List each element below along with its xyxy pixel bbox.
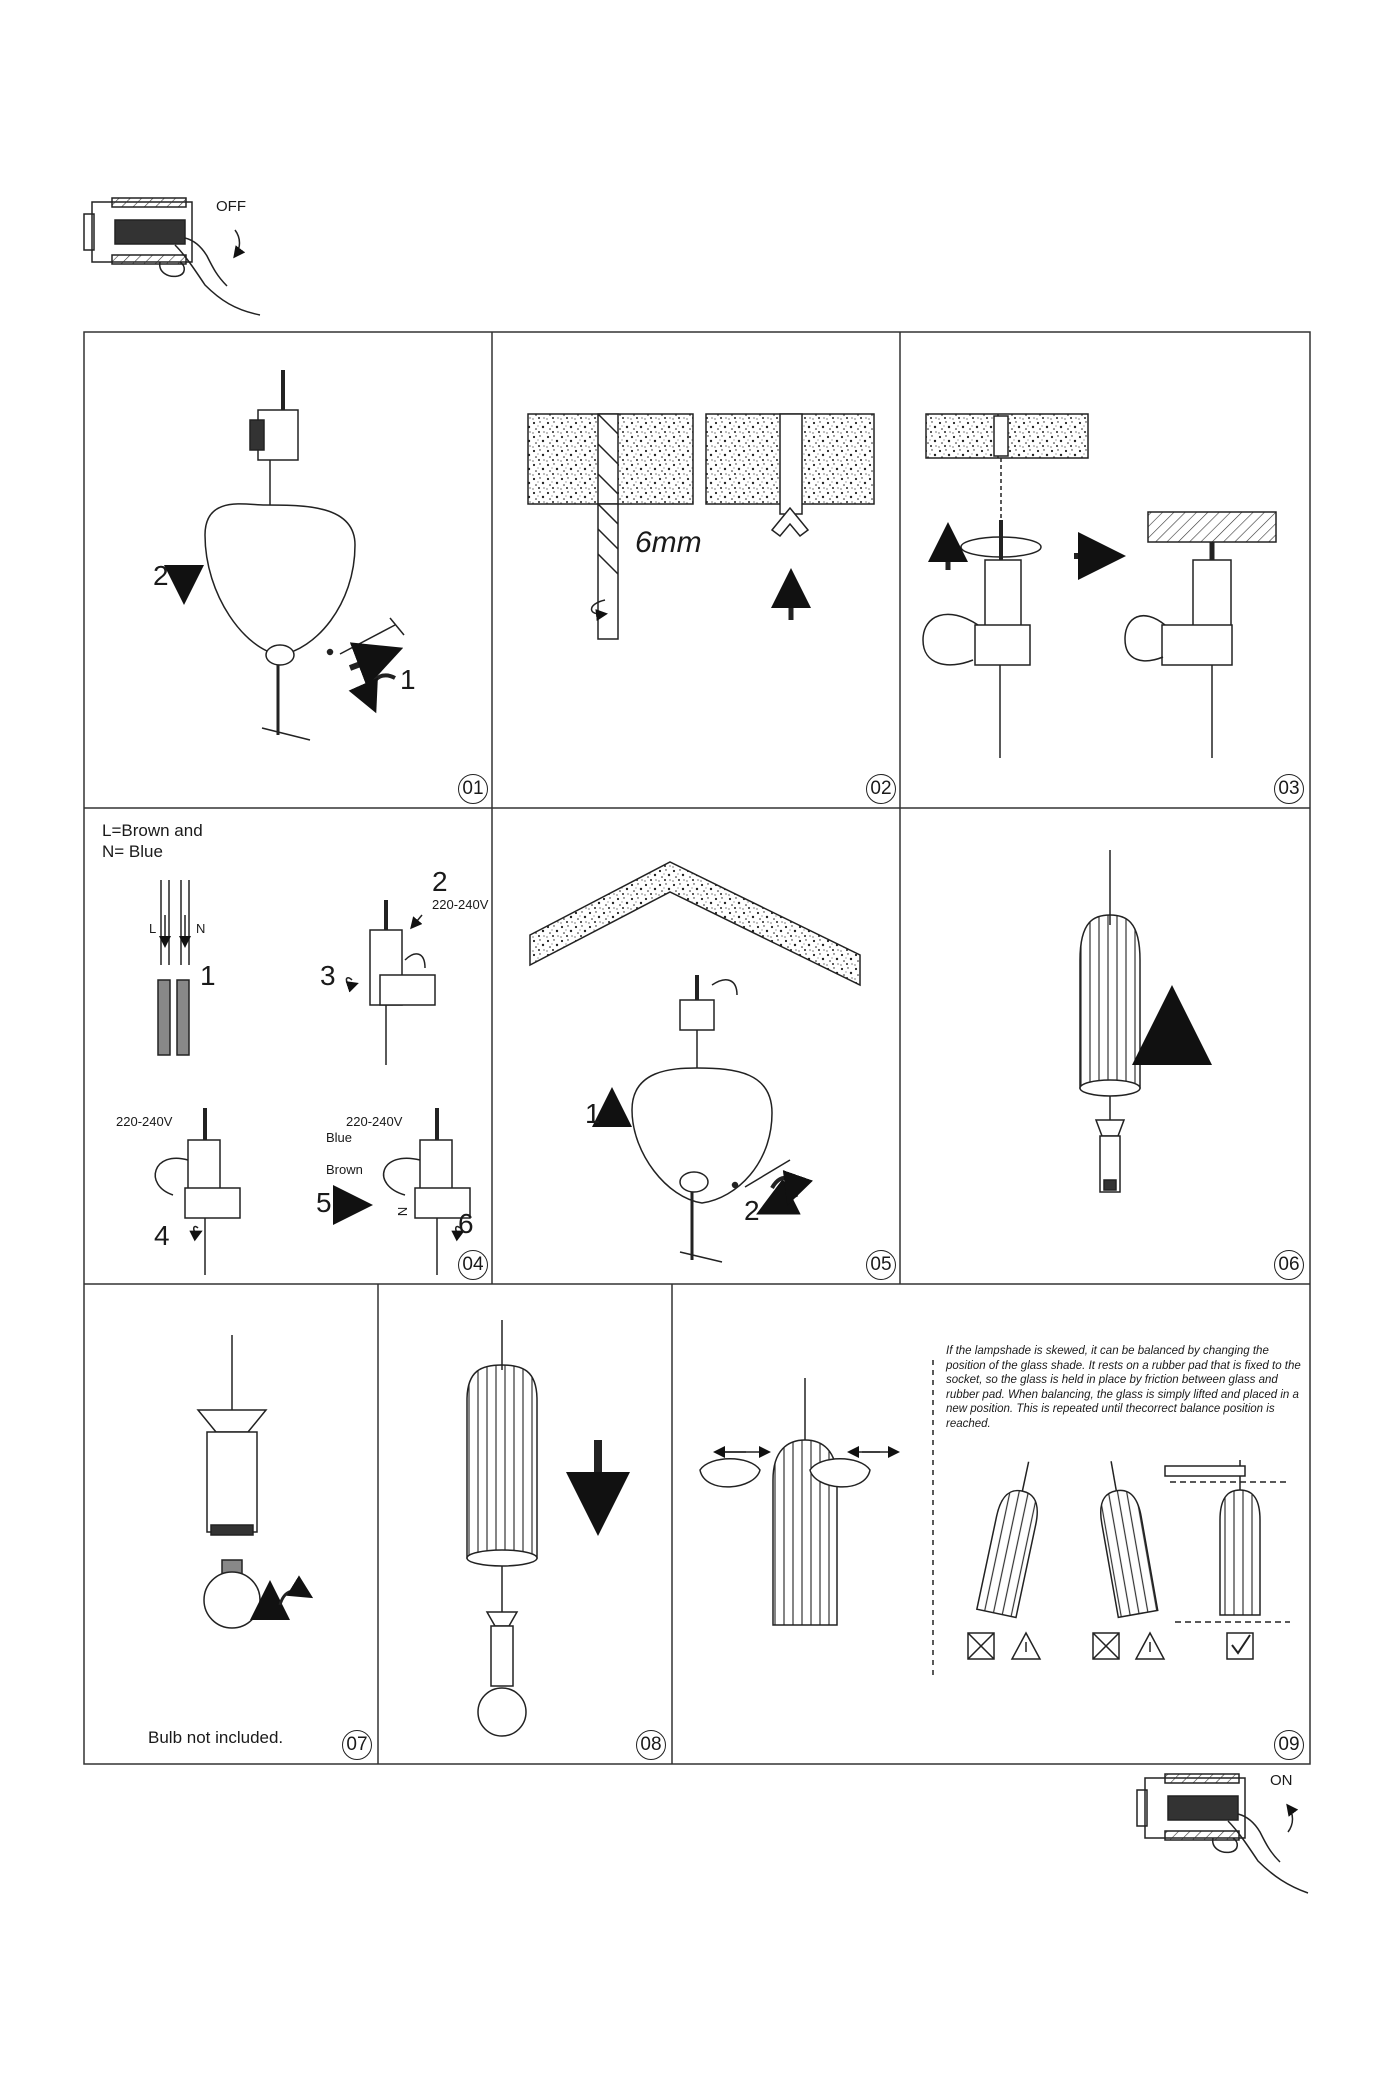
bulb-not-included-note: Bulb not included. xyxy=(148,1728,284,1747)
wire-n-label-rotated: N xyxy=(395,1206,411,1217)
step-06-number: 06 xyxy=(1274,1250,1304,1280)
step-04-callout-3: 3 xyxy=(320,960,336,991)
step-04-callout-5: 5 xyxy=(316,1187,332,1218)
step-01-callout-1: 1 xyxy=(400,664,416,695)
step-02-drill-size: 6mm xyxy=(635,526,702,559)
step-08-number: 08 xyxy=(636,1730,666,1760)
step-05-callout-1: 1 xyxy=(585,1098,601,1129)
step-04-callout-1: 1 xyxy=(200,960,216,991)
voltage-label-left: 220-240V xyxy=(116,1114,173,1129)
step-04-callout-6: 6 xyxy=(458,1208,474,1239)
step-05-callout-2: 2 xyxy=(744,1195,760,1226)
fuse-box-off-drawing xyxy=(84,198,260,315)
step-03-drawing xyxy=(923,414,1276,758)
wire-n-label: N xyxy=(196,921,206,936)
wiring-note-line-2: N= Blue xyxy=(102,842,163,861)
balance-note: If the lampshade is skewed, it can be balanced by changing the position of the glass shade. It rests on a rubber pad that is fixed to the socket, so the glass is held in place by friction between glass and rubber pad. When balancing, the glass is simply lifted and placed in a new position. This is repeated until thecorrect balance position is reached. xyxy=(946,1345,1301,1430)
step-06-drawing xyxy=(1080,850,1172,1192)
step-04-callout-2: 2 xyxy=(432,866,448,897)
step-01-number: 01 xyxy=(458,774,488,804)
wire-label-brown: Brown xyxy=(326,1162,363,1177)
step-05-number: 05 xyxy=(866,1250,896,1280)
step-07-number: 07 xyxy=(342,1730,372,1760)
voltage-label-right: 220-240V xyxy=(346,1114,403,1129)
step-02-number: 02 xyxy=(866,774,896,804)
switch-on-label: ON xyxy=(1270,1772,1293,1789)
wire-l-label: L xyxy=(149,921,157,936)
step-01-callout-2: 2 xyxy=(153,560,169,591)
step-04-drawing xyxy=(155,880,470,1275)
voltage-label-top: 220-240V xyxy=(432,897,489,912)
wire-label-blue: Blue xyxy=(326,1130,353,1145)
step-08-drawing xyxy=(467,1320,598,1736)
wiring-note-line-1: L=Brown and xyxy=(102,821,203,840)
fuse-box-on-drawing xyxy=(1137,1774,1308,1893)
step-01-drawing xyxy=(184,370,404,740)
switch-off-label: OFF xyxy=(216,198,246,215)
step-07-drawing xyxy=(198,1335,308,1628)
step-05-drawing xyxy=(530,862,860,1262)
step-03-number: 03 xyxy=(1274,774,1304,804)
step-04-callout-4: 4 xyxy=(154,1220,170,1251)
step-09-number: 09 xyxy=(1274,1730,1304,1760)
step-04-number: 04 xyxy=(458,1250,488,1280)
